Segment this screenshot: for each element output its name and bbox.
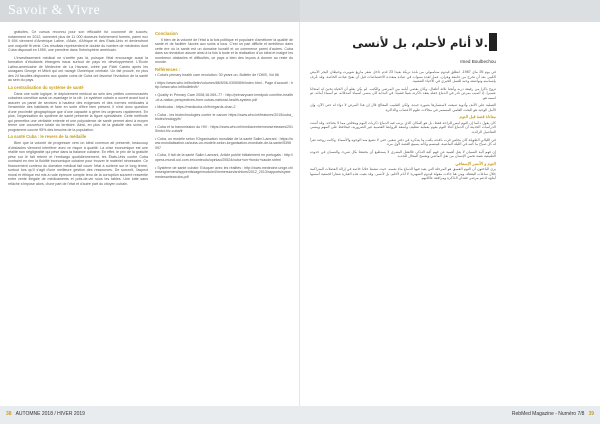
paragraph: في يوم 26 ماي 1987، انطلق قيدوم ستامبولي من بلدة تريكة بعيدا 23 قدم داخل شعر مازيغ شويرت وحيطان البحر الأبيض الكبير. بعد أن تخرج من جامعة وهران، عمل لعدة سنوات في عيادة متعددة الاختصاصات قبل أن يفتح عيادته الخاصة. وقد عُرف بإنسانيته وتواضعه وحبه للعمل الخيري في الأحياء الشعبية.	[310, 70, 496, 84]
section-heading: النوم و الأنسر الإسعافي	[455, 160, 496, 166]
right-header-band	[300, 0, 600, 22]
magazine-label: RebMed Magazine - Numéro 7/8	[511, 411, 585, 417]
left-column-2	[155, 30, 293, 404]
left-footer	[6, 411, 85, 417]
reference-item: • Cuba, un modèle selon l'Organisation mondiale de la santé Salim Lamrani : https://www.mondialisation.ca/cuba-un-modèle-selon-lorganisation-mondiale-de-la-sante/5396097	[155, 136, 293, 150]
title-accent-bar	[489, 33, 497, 51]
paragraph: كان يقول دائما إن النوم ليس للراحة فقط، بل هو المكان الذي يرتب فيه الدماغ ذكريات اليوم ويتخلص مما لا يحتاجه. وقد أثبتت الدراسات الحديثة أن الدماغ أثناء النوم يقوم بعملية تنظيف واسعة للروابط العصبية غير الضرورية، فيحافظ على المهم وينسى التفاصيل الزائدة.	[310, 120, 496, 135]
page-gutter	[299, 22, 300, 406]
right-page-number: 39	[588, 411, 594, 417]
paragraph: gratuites. Ce cursus reconnu pour son efficacité fut couronné de succès, notamment en 2012, comment plus de 11 000 docteurs fraîchement formés, parmi eux 5 694 viennent d'Amérique Latine, d'Asie, d'Afrique et des Etats-Unis et deviendront une majorité fit venir. Ces résultats représentent le double du nombre de médecins dont Cuba disposait en 1959, une première dans l'hémisphère américain.	[8, 30, 148, 53]
references-heading: Références :	[155, 66, 181, 72]
left-column-1	[8, 30, 148, 404]
reference-item: • Cuba, Il fait de la santé Salim Lamrani, Article publié initialement en portugais : http://opera-mundi.uol.com.br/conteudo/opiniao/25524/cuba+um+fundo+saude.shtml	[155, 153, 293, 163]
left-page-number: 38	[6, 411, 12, 417]
reference-item: • Cuba's primary health care revolution: 30 years on, Bulletin de l'OMS, Vol 86	[155, 73, 279, 78]
paragraph: في الليالي الطويلة كان يجلس قرب نافذته يكتب ما يتذكره في دفتر صغير، حتى لا تضيع منه الوجوه والأسماء. وكانت زوجته تقرأ له كل صباح ما كتبه في الليلة الماضية، فيبتسم وكأنه يسمع القصة لأول مرة.	[310, 137, 496, 147]
reference-item: • Quality in Primary Care 2008;16:269–77 : http://primarycare.imedpub.com/the-health-of-a-nation-perspectives-from-cubas-national-health-system.pdf	[155, 93, 293, 102]
paragraph: يرى الباحثون أن النوم العميق هو المرحلة التي يعيد فيها الدماغ بناء نفسه، حيث تنشط خلايا خاصة في إزالة الفضلات المتراكمة خلال ساعات اليقظة. ومن هنا جاءت مقولة قيدوم الشهيرة: لا أنام لأحلم، بل لأنسى. وقد بقيت هذه العبارة شعارا لجمعية أسسها أبناؤه لدعم مرضى فقدان الذاكرة ومرافقة عائلاتهم.	[310, 167, 496, 181]
footer-band	[0, 406, 600, 424]
paragraph: العملية على الأنف وأدوية صيغت لاستثمارها بصورة جيدة، ولكن الطبيب المعالج قال إن هذا المرض لا دواء له حتى الآن، وإن الأمل الوحيد هو البحث العلمي المستمر في مجالات علوم الأعصاب والذاكرة.	[310, 103, 496, 112]
paragraph: L'investissement médical ne s'arrête pas là, puisque l'état encourage aussi la formation d'étudiants étrangers issus surtout de pays en développement. L'École Latino-américaine de Médecine de La Havane, créée par Fidel Castro après les ouragans George et Mitch qui ont ravagé l'Amérique centrale. Un fait prouvé, en plus des 24 facultés disposées aux quatre coins de Cuba ont favorisé l'évolution de la santé au sein du pays.	[8, 55, 148, 83]
section-heading: معاناة قصة قبل النوم	[459, 114, 496, 120]
conclusion-text: Il bien de la volonté de l'état à la fois politique et populaire d'améliorer la qualité de santé et de faciliter l'accès aux soins à tous. C'est un pari difficile et ambitieux dans cette ère où la santé est un domaine lucratif et un commerce parmi d'autres. Cuba dans sa révolution assure ainsi à la fois à toute et la réalisation d'un idéal et malgré les nombreux obstacles et difficultés, ce pays a bien des leçons à donner au reste du monde.	[155, 37, 293, 65]
article-author: Imed Boulbechou	[460, 59, 496, 64]
reference-item: • Medicuba : https://medicuba.ch/fr/regards-chan-2	[155, 105, 236, 110]
issue-label: AUTOMNE 2018 / HIVER 2019	[15, 411, 85, 417]
section-title: Savoir & Vivre	[8, 3, 101, 18]
right-article-column	[310, 70, 496, 404]
reference-item: • https://www.who.int/bulletin/volumes/86/5/08-030508/fr/index.html - Page d'accueil : http://www.who.int/bulletin/fr/	[155, 80, 293, 90]
section-heading: La centralisation du système de santé	[8, 85, 84, 91]
section-heading: La santé Cuba : le revers de la médaille	[8, 134, 87, 140]
paragraph: إن فهم آلية النسيان لا يقل أهمية عن فهم آلية التذكر، فالعقل البشري لا يستطيع أن يحتفظ بكل شيء، والنسيان في حدوده الطبيعية نعمة تحمي الإنسان من ثقل الماضي وتفسح المجال للجديد.	[310, 149, 496, 159]
reference-item: • Cuba et la transmission du HIV : https://www.who.int/mediacentre/news/releases/2015/mtct-hiv-cuba/fr	[155, 124, 293, 134]
conclusion-heading: Conclusion	[155, 31, 178, 36]
reference-item: • Cuba - les biotechnologies contre le cancer https://www.who.int/features/2015/cuba_biotechnology/fr/	[155, 112, 293, 122]
paragraph: Bien que la volonté de progresser vers un idéal commun ait présenté, beaucoup d'obstacles viennent interférer avec ce risque à qualité. La crise économique est une réalité non négligeable qui pèse dans la balance cubaine. En effet, le prix de la gratuité pèse sur le fait retenir et l'embargo quotidiennement, les États-Unis contre Cuba contraint en rien la fluidité économique cubaine pour trouver le matériel nécessaire. Ce financement contenu du domaine médical fait courir l'état à surtenir sur le long terme, surtout lors qu'il s'agit d'une meilleure gestion des ressources. De surcroît, l'aspect moral et éthique est mis à rude épreuve compte tenu de la corruption souvent ressentie entre vente illégale de médicaments et pots-de-vin sous les tables. Une lutte sans relâche s'impose alors, d'une part de l'état et d'autre part du citoyen cubain.	[8, 141, 148, 186]
paragraph: Dans une suite logique, le déploiement médical au sein des petites communautés cubaines constitue aussi un avantage le la clé. Le système cubain a ouvert avant tout à assurer un panel de services à hauteur des exigences et des normes médicales à l'ensemble des habitants et faire en sorte d'être bien présent. Il n'est donc question d'une proximité géographique que d'une capacité à gérer les urgences rapidement. En plus, l'organisation du système de santé présente la figure spécialisée. Cette méthode qui permettra une véritable entente et une polyvalence de santé permet ainsi à moyen terme une couverture totale du territoire. Ainsi, en plus de la gratuité des soins, ce programme couvre 95% des besoins de la population.	[8, 91, 148, 132]
paragraph: تزوج باكرا من رفيقة دربه وأنجبا ثلاثة أطفال، وكان يقضي أيامه بين المرضى والكتب. لم يكن يعلم أن الحياة تخبئ له امتحانا عسيرا، إذ أصيب بمرض نادر في الدماغ جعله يفقد ذاكرته شيئا فشيئا. في البداية كان ينسى أسماء أصدقائه، ثم أسماء أبنائه، ثم اسمه هو.	[310, 86, 496, 100]
reference-item: • Système de santé cubain: Eduquer avec les réalités : http://www.medecine.unige.ch/enseignement/apprentissage/module4/immersion/archives/2012_2013/rapports/systemedesanteacuba.pdf	[155, 165, 293, 179]
article-title: لا أنام لأحلم، بل لأنسى.	[352, 36, 488, 50]
right-footer	[512, 411, 594, 417]
